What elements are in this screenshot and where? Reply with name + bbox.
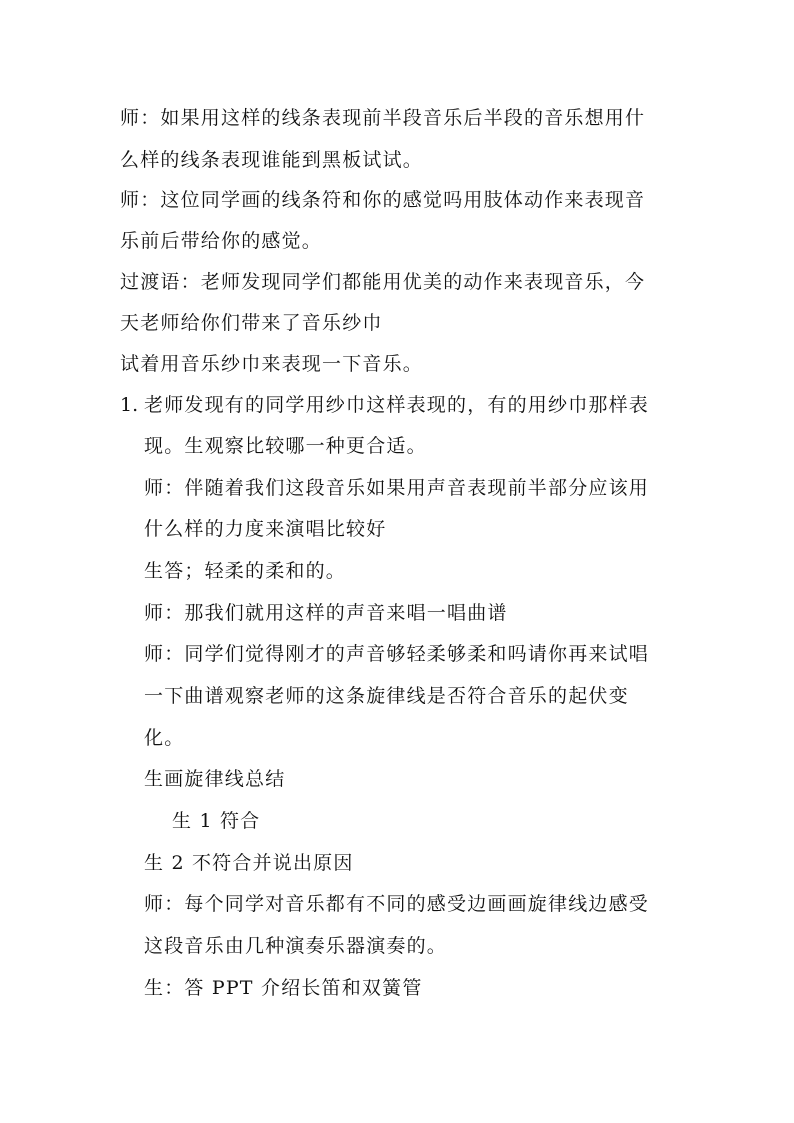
list-item-line: 老师发现有的同学用纱巾这样表现的，有的用纱巾那样表 bbox=[144, 394, 650, 416]
paragraph-line: 化。 bbox=[144, 727, 185, 749]
paragraph-line: 生画旋律线总结 bbox=[144, 768, 286, 790]
list-item-line: 现。生观察比较哪一种更合适。 bbox=[144, 435, 427, 457]
paragraph-line: 乐前后带给你的感觉。 bbox=[120, 230, 323, 252]
paragraph-line: 师：那我们就用这样的声音来唱一唱曲谱 bbox=[144, 602, 508, 624]
paragraph-line: 这段音乐由几种演奏乐器演奏的。 bbox=[144, 935, 448, 957]
paragraph-line: 师：如果用这样的线条表现前半段音乐后半段的音乐想用什 bbox=[120, 107, 646, 129]
paragraph-line: 师：这位同学画的线条符和你的感觉吗用肢体动作来表现音 bbox=[120, 189, 646, 211]
paragraph-line: 生答；轻柔的柔和的。 bbox=[144, 560, 347, 582]
paragraph-line: 试着用音乐纱巾来表现一下音乐。 bbox=[120, 353, 424, 375]
paragraph-line: 生 1 符合 bbox=[172, 810, 261, 832]
paragraph-line: 师：伴随着我们这段音乐如果用声音表现前半部分应该用 bbox=[144, 477, 650, 499]
paragraph-line: 师：每个同学对音乐都有不同的感受边画画旋律线边感受 bbox=[144, 893, 650, 915]
paragraph-line: 生：答 PPT 介绍长笛和双簧管 bbox=[144, 977, 423, 999]
list-number: 1. bbox=[120, 394, 139, 416]
paragraph-line: 一下曲谱观察老师的这条旋律线是否符合音乐的起伏变 bbox=[144, 685, 629, 707]
paragraph-line: 生 2 不符合并说出原因 bbox=[144, 852, 354, 874]
paragraph-line: 师：同学们觉得刚才的声音够轻柔够柔和吗请你再来试唱 bbox=[144, 643, 650, 665]
paragraph-line: 什么样的力度来演唱比较好 bbox=[144, 518, 387, 540]
paragraph-line: 过渡语：老师发现同学们都能用优美的动作来表现音乐，今 bbox=[120, 271, 646, 293]
paragraph-line: 么样的线条表现谁能到黑板试试。 bbox=[120, 149, 424, 171]
paragraph-line: 天老师给你们带来了音乐纱巾 bbox=[120, 312, 383, 334]
